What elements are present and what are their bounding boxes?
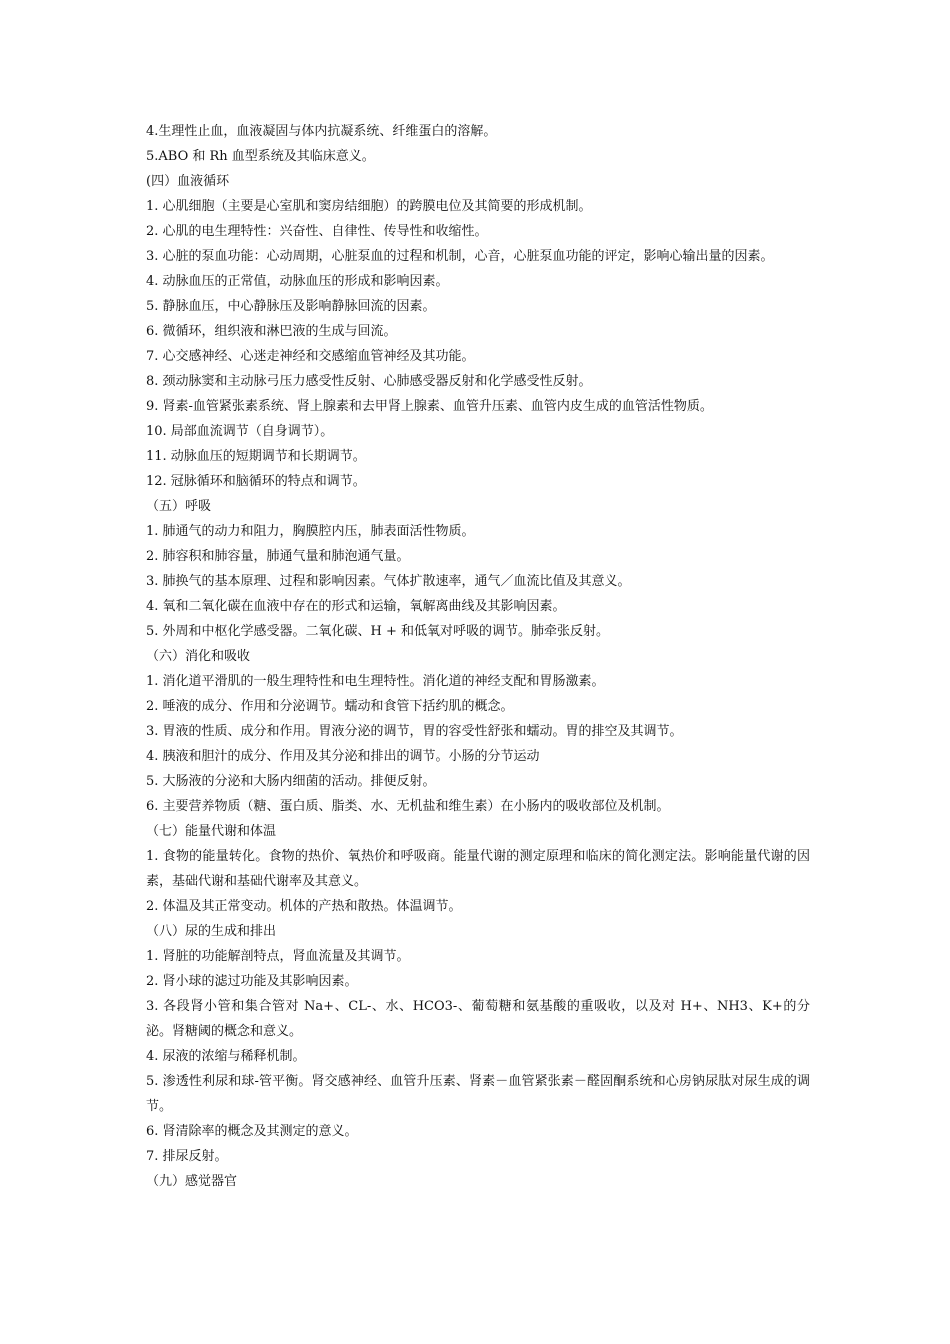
text-line: 2. 心肌的电生理特性：兴奋性、自律性、传导性和收缩性。 xyxy=(146,224,488,239)
text-line: 2. 唾液的成分、作用和分泌调节。蠕动和食管下括约肌的概念。 xyxy=(146,699,514,714)
text-line: 2. 肾小球的滤过功能及其影响因素。 xyxy=(146,974,358,989)
text-line: 3. 心脏的泵血功能：心动周期，心脏泵血的过程和机制，心音，心脏泵血功能的评定，影响心输出量的因素。 xyxy=(146,249,774,264)
text-line: 3. 肺换气的基本原理、过程和影响因素。气体扩散速率，通气／血流比值及其意义。 xyxy=(146,574,631,589)
text-line: 12. 冠脉循环和脑循环的特点和调节。 xyxy=(146,474,366,489)
text-line: 11. 动脉血压的短期调节和长期调节。 xyxy=(146,449,366,464)
text-line: 8. 颈动脉窦和主动脉弓压力感受性反射、心肺感受器反射和化学感受性反射。 xyxy=(146,374,592,389)
text-line: 7. 排尿反射。 xyxy=(146,1149,228,1164)
text-line: 1. 心肌细胞（主要是心室肌和窦房结细胞）的跨膜电位及其简要的形成机制。 xyxy=(146,199,592,214)
text-line: 4.生理性止血，血液凝固与体内抗凝系统、纤维蛋白的溶解。 xyxy=(146,124,497,139)
text-line: 4. 动脉血压的正常值，动脉血压的形成和影响因素。 xyxy=(146,274,449,289)
text-line: 5. 大肠液的分泌和大肠内细菌的活动。排便反射。 xyxy=(146,774,436,789)
text-line: （七）能量代谢和体温 xyxy=(146,824,277,839)
text-line: 6. 肾清除率的概念及其测定的意义。 xyxy=(146,1124,358,1139)
text-line: 5. 外周和中枢化学感受器。二氧化碳、H + 和低氧对呼吸的调节。肺牵张反射。 xyxy=(146,624,610,639)
text-line: 4. 氧和二氧化碳在血液中存在的形式和运输，氧解离曲线及其影响因素。 xyxy=(146,599,566,614)
text-line: 5.ABO 和 Rh 血型系统及其临床意义。 xyxy=(146,149,375,164)
text-line: （八）尿的生成和排出 xyxy=(146,924,277,939)
text-line: 4. 胰液和胆汁的成分、作用及其分泌和排出的调节。小肠的分节运动 xyxy=(146,749,540,764)
text-line: 7. 心交感神经、心迷走神经和交感缩血管神经及其功能。 xyxy=(146,349,475,364)
text-line: (四）血液循环 xyxy=(146,174,230,189)
text-line: 10. 局部血流调节（自身调节）。 xyxy=(146,424,334,439)
text-line: 1. 食物的能量转化。食物的热价、氧热价和呼吸商。能量代谢的测定原理和临床的简化测定法。影响能量代谢的因素，基础代谢和基础代谢率及其意义。 xyxy=(146,849,810,889)
text-line: 2. 肺容积和肺容量，肺通气量和肺泡通气量。 xyxy=(146,549,410,564)
text-line: （五）呼吸 xyxy=(146,499,212,514)
text-line: （九）感觉器官 xyxy=(146,1174,238,1189)
text-line: 5. 渗透性利尿和球-管平衡。肾交感神经、血管升压素、肾素－血管紧张素－醛固酮系统和心房钠尿肽对尿生成的调节。 xyxy=(146,1074,810,1114)
text-line: 3. 各段肾小管和集合管对 Na+、CL-、水、HCO3-、葡萄糖和氨基酸的重吸收，以及对 H+、NH3、K+的分泌。肾糖阈的概念和意义。 xyxy=(146,999,810,1039)
text-line: 2. 体温及其正常变动。机体的产热和散热。体温调节。 xyxy=(146,899,462,914)
text-line: 6. 主要营养物质（糖、蛋白质、脂类、水、无机盐和维生素）在小肠内的吸收部位及机制。 xyxy=(146,799,670,814)
text-line: 5. 静脉血压，中心静脉压及影响静脉回流的因素。 xyxy=(146,299,436,314)
text-line: 1. 肾脏的功能解剖特点，肾血流量及其调节。 xyxy=(146,949,410,964)
document-body xyxy=(146,119,810,1194)
text-line: 9. 肾素-血管紧张素系统、肾上腺素和去甲肾上腺素、血管升压素、血管内皮生成的血管活性物质。 xyxy=(146,399,713,414)
text-line: 1. 肺通气的动力和阻力，胸膜腔内压，肺表面活性物质。 xyxy=(146,524,475,539)
text-line: 6. 微循环，组织液和淋巴液的生成与回流。 xyxy=(146,324,397,339)
text-line: （六）消化和吸收 xyxy=(146,649,251,664)
text-line: 4. 尿液的浓缩与稀释机制。 xyxy=(146,1049,306,1064)
text-line: 3. 胃液的性质、成分和作用。胃液分泌的调节，胃的容受性舒张和蠕动。胃的排空及其调节。 xyxy=(146,724,683,739)
text-line: 1. 消化道平滑肌的一般生理特性和电生理特性。消化道的神经支配和胃肠激素。 xyxy=(146,674,605,689)
